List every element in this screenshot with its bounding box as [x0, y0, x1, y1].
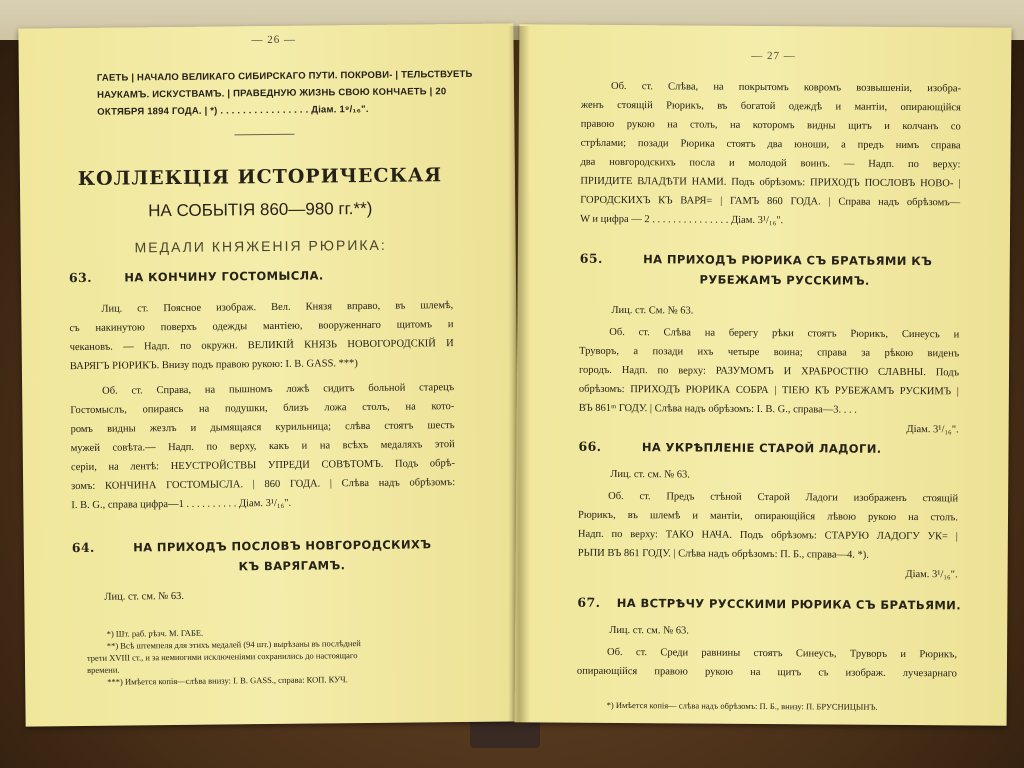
top-continuation	[96, 66, 473, 121]
text-line: ПРІИДИТЕ ВЛАДѢТИ НАМИ. Подъ обрѣзомъ: ПРИХОДЪ ПОСЛОВЪ НОВО- |	[580, 175, 961, 190]
item-title: НА КОНЧИНУ ГОСТОМЫСЛА.	[124, 268, 324, 285]
footnote-line: ***) Имѣется копія—слѣва внизу: I. B. GASS., справа: КОП. КУЧ.	[107, 674, 348, 687]
text-line: женъ стоящій Рюрикъ, въ богатой одеждѣ и мантіи, опирающійся	[580, 99, 961, 114]
text-line: Надп. по верху: ТАКО НАЧА. Подъ обрѣзомъ: СТАРУЮ ЛАДОГУ УК= |	[577, 528, 958, 543]
text-line: Труворъ, а позади ихъ четыре воина; справа за рѣкою виденъ	[579, 345, 960, 360]
page-number: — 27 —	[751, 49, 796, 63]
top-line: ОКТЯБРЯ 1894 ГОДА. | *) . . . . . . . . . . . . . . . . Діам. 1⁹/₁₆".	[97, 103, 369, 118]
left-page	[18, 23, 520, 726]
item-number: 67.	[577, 594, 601, 610]
item-67-reverse	[577, 643, 957, 684]
footnote-line: трети XVIII ст., и за немногими исключеніями сохранились до настоящаго	[86, 650, 358, 663]
item-number: 64.	[71, 539, 95, 556]
footnote-line: **) Всѣ штемпеля для этихъ медалей (94 шт.) вырѣзаны въ послѣдней	[106, 638, 361, 651]
item-66-heading	[578, 439, 881, 456]
divider	[234, 134, 294, 136]
item-65-reverse	[579, 323, 960, 440]
item-number: 66.	[578, 438, 602, 454]
text-line: Гостомыслъ, опираясь на подушки, близъ ложа столъ, на кото-	[70, 401, 455, 417]
text-line: съ накинутою поверхъ одежды мантіею, вооруженнаго щитомъ и	[69, 319, 454, 335]
footnote-line: *) Шт. раб. рѣзч. М. ГАБЕ.	[106, 627, 204, 639]
text-line: стрѣлами; позади Рюрика стоятъ два юноши, а предъ нимъ справа	[580, 137, 961, 152]
text-line: W и цифра — 2 . . . . . . . . . . . . . . . Діам. 3¹/₁₆".	[580, 213, 784, 227]
book-gutter	[508, 26, 530, 726]
item-title: НА УКРѢПЛЕНІЕ СТАРОЙ ЛАДОГИ.	[641, 440, 882, 456]
footnote: *) Имѣется копія— слѣва надъ обрѣзомъ: П. Б., внизу: П. БРУСНИЦЫНЪ.	[606, 699, 878, 712]
text-line: Об. ст. Слѣва, на покрытомъ ковромъ возвышеніи, изобра-	[610, 80, 962, 95]
item-64-obverse: Лиц. ст. см. № 63.	[104, 590, 185, 603]
collection-title: КОЛЛЕКЦІЯ ИСТОРИЧЕСКАЯ	[77, 164, 443, 190]
footnotes	[87, 624, 468, 688]
text-line: РЬПИ ВЪ 861 ГОДУ. | Слѣва надъ обрѣзомъ: П. Б., справа—4. *).	[577, 547, 869, 561]
text-line: два новгородскихъ посла и молодой воинъ. — Надп. по верху:	[580, 156, 961, 171]
text-line: Об. ст. Слѣва на берегу рѣки стоятъ Рюрикъ, Синеусъ и	[609, 326, 960, 341]
right-page	[515, 24, 1012, 725]
item-title-cont: КЪ ВАРЯГАМЪ.	[238, 558, 346, 574]
top-line: ГАЕТЬ | НАЧАЛО ВЕЛИКАГО СИБИРСКАГО ПУТИ. ПОКРОВИ- | ТЕЛЬСТВУЕТЬ	[96, 68, 473, 84]
item-65-heading	[580, 251, 980, 289]
item-64-reverse	[580, 77, 961, 232]
text-line: опирающійся правою рукою на щитъ съ изображ. лучезарнаго	[576, 665, 957, 680]
top-line: НАУКАМЪ. ИСКУСТВАМЪ. | ПРАВЕДНУЮ ЖИЗНЬ СВОЮ КОНЧАЕТЬ | 20	[97, 86, 447, 101]
page-number: — 26 —	[251, 33, 297, 47]
text-line: ВЪ 861ᵐ ГОДУ. | Слѣва надъ обрѣзомъ: I. B. G., справа—3. . . .	[578, 402, 857, 416]
item-title: НА ВСТРѢЧУ РУССКИМИ РЮРИКА СЪ БРАТЬЯМИ.	[616, 595, 962, 613]
text-line: Об. ст. Справа, на пышномъ ложѣ сидитъ больной старецъ	[102, 382, 455, 397]
text-line: Об. ст. Среди равнины стоятъ Синеусъ, Труворъ и Рюрикъ,	[607, 646, 958, 661]
text-line: ВАРЯГЪ РЮРИКЪ. Внизу подъ правою рукою: I. B. GASS. ***)	[69, 358, 358, 373]
item-64-heading	[72, 536, 472, 575]
item-title-cont: РУБЕЖАМЪ РУССКИМЪ.	[699, 272, 870, 288]
footnote-line: времени.	[87, 664, 120, 675]
item-title: НА ПРИХОДЪ ПОСЛОВЪ НОВГОРОДСКИХЪ	[133, 537, 432, 555]
item-title: НА ПРИХОДЪ РЮРИКА СЪ БРАТЬЯМИ КЪ	[643, 252, 933, 269]
text-line: обрѣзомъ: ПРИХОДЪ РЮРИКА СОБРА | ТІЕЮ КЪ РУБЕЖАМЪ РУСКИМЪ |	[578, 383, 959, 398]
item-66-reverse	[578, 487, 959, 585]
diameter-text: Діам. 3¹/₁₆".	[905, 568, 958, 581]
item-67-obverse: Лиц. ст. см. № 63.	[609, 624, 689, 637]
item-63-heading	[69, 267, 324, 285]
text-line: правою рукою на столъ, на которомъ видны щитъ и колчанъ со	[580, 118, 961, 133]
text-line: Рюрикъ, въ шлемѣ и мантіи, опирающійся лѣвою рукою на столъ.	[577, 509, 959, 524]
collection-subtitle: НА СОБЫТІЯ 860—980 гг.**)	[148, 198, 373, 221]
item-67-heading	[577, 595, 961, 613]
text-line: городъ. Надп. по верху: РАЗУМОМЪ И ХРАБРОСТІЮ СЛАВНЫ. Подъ	[578, 364, 960, 379]
text-line: ГОРОДСКИХЪ КЪ ВАРЯ= | ГАМЪ 860 ГОДА. | Справа надъ обрѣзомъ—	[580, 194, 961, 209]
item-63-reverse	[70, 378, 455, 515]
text-line: мужей совѣта.— Надп. по верху, какъ и на всѣхъ медаляхъ этой	[70, 439, 455, 455]
text-line: I. B. G., справа цифра—1 . . . . . . . . . . Діам. 3¹/₁₆".	[71, 497, 292, 512]
diameter-text: Діам. 3¹/₁₆".	[906, 424, 959, 436]
text-line: чекановъ. — Надп. по окружн. ВЕЛИКІЙ КНЯЗЬ НОВОГОРОДСКІЙ И	[69, 338, 454, 354]
text-line: ромъ видны жезлъ и дымящаяся курильница; слѣва стоятъ шесть	[70, 420, 455, 436]
text-line: Лиц. ст. Поясное изображ. Вел. Князя вправо, въ шлемѣ,	[101, 300, 454, 315]
item-66-obverse: Лиц. ст. см. № 63.	[610, 468, 690, 481]
item-number: 63.	[68, 269, 92, 286]
item-number: 65.	[579, 250, 603, 266]
item-65-obverse: Лиц. ст. См. № 63.	[611, 304, 694, 317]
text-line: Об. ст. Предъ стѣной Старой Ладоги изображенъ стоящій	[608, 490, 959, 505]
section-heading: МЕДАЛИ КНЯЖЕНІЯ РЮРИКА:	[134, 236, 387, 256]
text-line: зомъ: КОНЧИНА ГОСТОМЫСЛА. | 860 ГОДА. | Слѣва надъ обрѣзомъ:	[71, 477, 456, 493]
text-line: серіи, на лентѣ: НЕУСТРОЙСТВЫ УПРЕДИ СОВѢТОМЪ. Подъ обрѣ-	[70, 458, 455, 474]
item-63-obverse	[69, 296, 454, 376]
